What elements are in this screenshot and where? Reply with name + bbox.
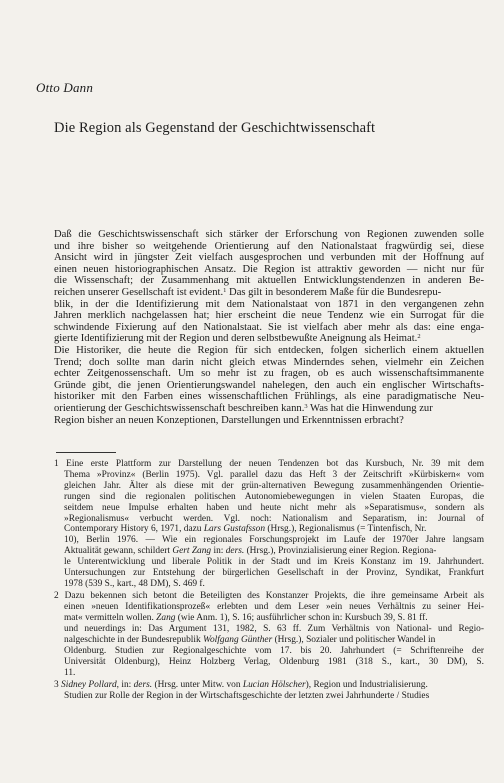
footnote-line: 1978 (539 S., kart., 48 DM), S. 469 f.: [64, 578, 205, 589]
footnote-text: (wie Anm. 1), S. 16; ausführlicher schon in: Kursbuch 39, S. 81 ff.: [175, 613, 428, 624]
footnote-text: (Hrsg.), Provinzialisierung einer Region. Regiona-: [244, 546, 437, 557]
footnote-ref[interactable]: 2: [417, 333, 421, 341]
footnote-text: Contemporary History 6, 1971, dazu: [64, 524, 202, 535]
footnote-text: 3: [54, 680, 59, 691]
footnote-line: [54, 524, 484, 535]
body-text-span: gierte Identifizierung mit der Region und deren selbstbewußte Aneignung als Heimat.: [54, 333, 418, 345]
body-text-span: Was hat die Hinwendung zur: [307, 402, 433, 414]
footnote-line: seitdem neue Impulse erhalten haben und heute nicht mehr als »Separatismus«, sondern als: [64, 502, 484, 513]
footnote-line: [54, 680, 484, 691]
footnote-line: [54, 635, 484, 646]
footnote-line: [54, 613, 484, 624]
footnote-line: 11.: [64, 667, 76, 678]
body-line: einen neuen historiographischen Ansatz. Die Region ist attraktiv geworden — nicht nur für: [54, 263, 484, 275]
footnote-line: Oldenburg. Studien zur Regionalgeschichte vom 17. bis 20. Jahrhundert (= Schriftenreihe der: [64, 645, 484, 656]
footnote-text: nalgeschichte in der Bundesrepublik: [64, 635, 201, 645]
footnote-line: Universität Oldenburg), Heinz Holzberg Verlag, Oldenburg 1981 (318 S., kart., 30 DM), S.: [64, 656, 484, 667]
footnote-line: [54, 546, 484, 557]
footnote-line: rungen sind die regionalen politischen Autonomiebewegungen in vielen Staaten Europas, die: [64, 491, 484, 502]
footnote-line: 2 Dazu bekennen sich betont die Beteiligten des Konstanzer Projekts, die ihre gemeinsame Arbeit als: [54, 591, 484, 602]
body-line: die Wissenschaft; der Zusammenhang mit aktuellen Entwicklungstendenzen in anderen Be-: [54, 275, 484, 287]
body-line: Jahren merklich nachgelassen hat; hier erscheint die neue Tendenz wie ein Surrogat für die: [54, 310, 484, 322]
body-line: schwindende Fixierung auf den Nationalstaat. Sie ist vielfach aber mehr als das: eine enga-: [54, 321, 484, 333]
footnote-line: 10), Berlin 1976. — Wie ein regionales Forschungsprojekt im Laufe der 1970er Jahre langsam: [64, 535, 484, 546]
body-line: und ihre bisher so weitgehende Orientierung auf den Nationalstaat fragwürdig sei, diese: [54, 240, 484, 252]
author-name-italic: Zang: [156, 613, 176, 624]
body-line: Region bisher an neuen Konzeptionen, Darstellungen und Erkenntnissen erbracht?: [54, 414, 404, 426]
footnote-line: und neuerdings in: Das Argument 131, 1982, S. 63 ff. Zum Verhältnis von National- und Regio-: [64, 624, 484, 635]
footnote-line: Untersuchungen zur Entstehung der bürgerlichen Gesellschaft in der Provinz, Syndikat, Frankfurt: [64, 568, 484, 579]
author-name-italic: ders.: [225, 546, 245, 557]
footnote-line: einen »neuen Identifikationsprozeß« erlebten und dem Leser »ein neues Verhältnis zu seiner Hei-: [64, 602, 484, 613]
footnote-line: Studien zur Rolle der Region in der Wirtschaftsgeschichte der letzten zwei Jahrhunderte / Studies: [64, 691, 430, 702]
footnote-text: mat« vermitteln wollen.: [64, 613, 154, 624]
author-name-italic: Lucian Hölscher: [242, 680, 306, 691]
body-line: Trend; doch sollte man darin nicht gleich etwas Minderndes sehen, vielmehr ein Zeichen: [54, 356, 484, 368]
author-name-italic: Wolfgang Günther: [203, 635, 273, 645]
footnote-text: (Hrsg. unter Mitw. von: [152, 680, 243, 691]
footnote-3: [54, 680, 484, 702]
body-line: historiker mit den Farben eines wissenschaftlichen Frühlings, als eine paradigmatische Neu-: [54, 391, 484, 403]
body-line: [54, 333, 484, 345]
article-title: Die Region als Gegenstand der Geschichtwissenschaft: [54, 120, 376, 136]
footnote-line: »Regionalismus« verbucht werden. Vgl. noch: Nationalism and Separatism, in: Journal of: [64, 513, 484, 524]
author-name-italic: ders.: [133, 680, 153, 691]
body-line: Daß die Geschichtswissenschaft sich stärker der Erforschung von Regionen zuwenden solle: [54, 229, 484, 240]
body-line: blik, in der die Identifizierung mit dem Nationalstaat von 1871 in den vergangenen zehn: [54, 298, 484, 310]
author-name-italic: Gert Zang: [172, 546, 212, 557]
body-text-span: orientierung der Geschichtswissenschaft beschreiben kann.: [54, 402, 305, 414]
footnote-line: gleichen Jahr. Älter als diese mit der grün-alternativen Bewegung zusammenhängenden Orientie-: [64, 480, 484, 491]
author-name-italic: Sidney Pollard: [61, 680, 117, 691]
body-line: Ansicht wird in jüngster Zeit vielfach ausgesprochen und verbunden mit der Hoffnung auf: [54, 252, 484, 264]
footnote-ref[interactable]: 1: [223, 286, 227, 294]
footnote-line: Thema »Provinz« (Berlin 1975). Vgl. parallel dazu das Heft 3 der Zeitschrift »Kürbiskern« vom: [64, 469, 484, 480]
footnote-text: , in:: [116, 680, 134, 691]
body-line: Die Historiker, die heute die Region für sich entdecken, folgen sicherlich einem aktuellen: [54, 344, 484, 356]
footnote-divider: [56, 452, 116, 453]
body-line: echter Zeitgenossenschaft. Um so mehr ist zu fragen, ob es auch wissenschaftsimmanente: [54, 368, 484, 380]
body-text-span: Das gilt in besonderem Maße für die Bundesrepu-: [226, 286, 442, 298]
footnote-line: le Unterentwicklung und liberale Politik in der Stadt und im Kreis Konstanz im 19. Jahrhundert.: [64, 557, 484, 568]
footnote-text: Aktualität gewann, schildert: [64, 546, 170, 557]
body-paragraph: [54, 229, 484, 426]
footnote-1: [54, 459, 484, 590]
footnote-line: 1 Eine erste Plattform zur Darstellung der neuen Tendenzen bot das Kursbuch, Nr. 39 mit dem: [54, 459, 484, 469]
footnote-text: (Hrsg.), Sozialer und politischer Wandel in: [272, 635, 436, 645]
body-line: Gründe gibt, die jenen Orientierungswandel nahelegen, den auch ein englischer Wirtschafts-: [54, 379, 484, 391]
author-name: Otto Dann: [36, 80, 94, 95]
author-name-italic: Lars Gustafsson: [203, 524, 266, 535]
footnote-text: in:: [211, 546, 226, 557]
footnote-ref[interactable]: 3: [304, 402, 308, 410]
footnote-text: (Hrsg.), Regionalismus (= Tintenfisch, Nr.: [265, 524, 427, 535]
body-text-span: reichen unserer Gesellschaft ist evident.: [54, 286, 224, 298]
body-line: [54, 403, 484, 415]
body-line: [54, 287, 484, 299]
footnote-2: [54, 591, 484, 678]
footnote-text: ), Region und Industrialisierung.: [305, 680, 428, 691]
footnotes: [54, 459, 484, 703]
